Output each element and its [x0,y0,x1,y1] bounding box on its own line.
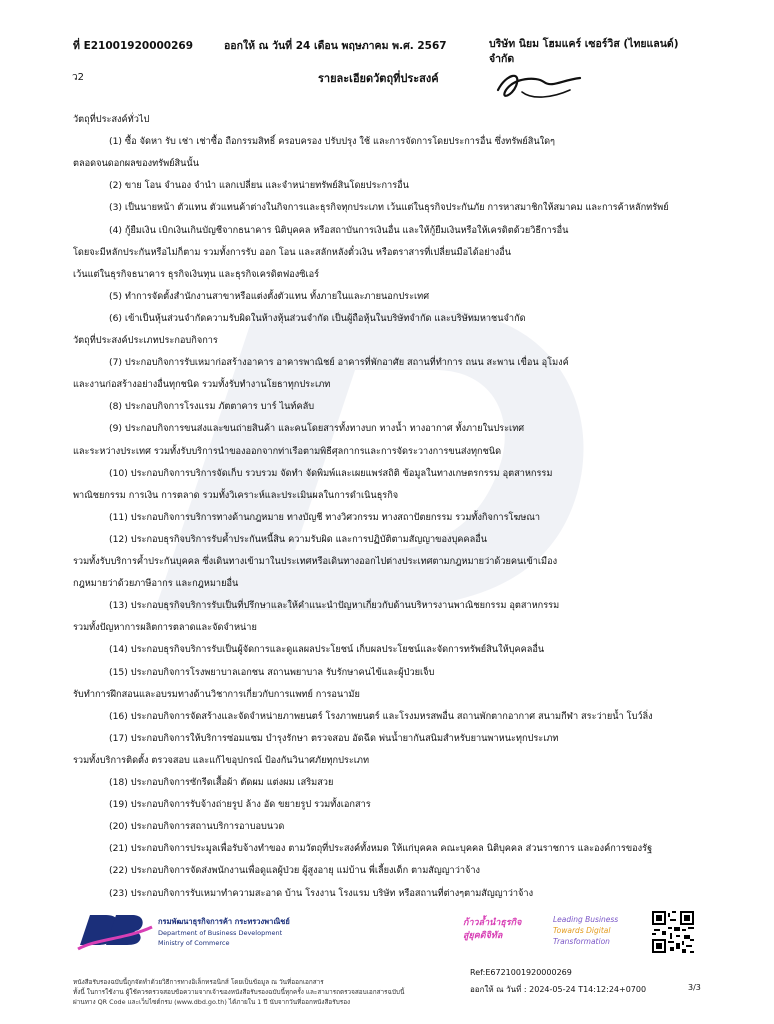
page-title: รายละเอียดวัตถุที่ประสงค์ [318,72,439,85]
objective-continuation: โดยจะมีหลักประกันหรือไม่ก็ตาม รวมทั้งการรับ ออก โอน และสลักหลังตั๋วเงิน หรือตราสารที่เปลี่ยนมือได้อย่างอื่น [73,246,512,258]
objective-continuation: และระหว่างประเทศ รวมทั้งรับบริการนำของออกจากท่าเรือตามพิธีศุลกากรและการจัดระวางการขนส่งทุกชนิด [73,445,502,457]
objective-continuation: กฎหมายว่าด้วยภาษีอากร และกฎหมายอื่น [73,578,239,590]
qr-code[interactable] [652,911,694,953]
reference-number: Ref:E67210019200002​69 [470,968,572,977]
objective-item: (15) ประกอบกิจการโรงพยาบาลเอกชน สถานพยาบาล รับรักษาคนไข้และผู้ป่วยเจ็บ [109,666,435,678]
objective-item: (20) ประกอบกิจการสถานบริการอาบอบนวด [109,821,285,833]
objective-continuation: รวมทั้งรับบริการค้ำประกันบุคคล ซึ่งเดินทางเข้ามาในประเทศหรือเดินทางออกไปต่างประเทศตามกฎหมายว่าด้วยคนเข้าเมือง [73,556,558,567]
signature-image [492,60,584,106]
page-number: 3/3 [688,983,701,992]
company-name-line2: จำกัด [489,53,515,65]
slogan-thai-line2: สู่ยุคดิจิทัล [463,931,503,941]
document-number: ที่ E21001920000269 [73,40,194,52]
issue-date: ออกให้ ณ วันที่ 24 เดือน พฤษภาคม พ.ศ. 2567 [224,40,447,52]
objective-item: (14) ประกอบธุรกิจบริการรับเป็นผู้จัดการและดูแลผลประโยชน์ เก็บผลประโยชน์และจัดการทรัพย์สินให้บุคคลอื่น [109,644,545,656]
footer-note-line3: ผ่านทาง QR Code และเว็บไซต์กรม (www.dbd.go.th) ได้ภายใน 1 ปี นับจากวันที่ออกหนังสือรับรอง [73,998,351,1006]
ministry-name-english: Ministry of Commerce [158,939,230,947]
objective-continuation: รวมทั้งปัญหาการผลิตการตลาดและจัดจำหน่าย [73,622,257,634]
section-heading: วัตถุที่ประสงค์ทั่วไป [73,114,150,125]
objective-item: (9) ประกอบกิจการขนส่งและขนถ่ายสินค้า และคนโดยสารทั้งทางบก ทางน้ำ ทางอากาศ ทั้งภายในประเทศ [109,423,525,435]
objective-item: (21) ประกอบกิจการประมูลเพื่อรับจ้างทำของ ตามวัตถุที่ประสงค์ทั้งหมด ให้แก่บุคคล คณะบุคคล นิติบุคคล ส่วนราชการ และองค์การของรัฐ [109,843,653,855]
objective-item: (11) ประกอบกิจการบริการทางด้านกฎหมาย ทางบัญชี ทางวิศวกรรม ทางสถาปัตยกรรม รวมทั้งกิจการโฆษณา [109,511,541,523]
objective-continuation: รับทำการฝึกสอนและอบรมทางด้านวิชาการเกี่ยวกับการแพทย์ การอนามัย [73,688,360,700]
issued-timestamp: ออกให้ ณ วันที่ : 2024-05-24 T14:12:24+0700 [470,985,647,994]
objective-item: (23) ประกอบกิจการรับเหมาทำความสะอาด บ้าน โรงงาน โรงแรม บริษัท หรือสถานที่ต่างๆตามสัญญาว่าจ้าง [109,887,534,899]
objective-item: (1) ซื้อ จัดหา รับ เช่า เช่าซื้อ ถือกรรมสิทธิ์ ครอบครอง ปรับปรุง ใช้ และการจัดการโดยประการอื่น ซึ่งทรัพย์สินใดๆ [109,136,555,148]
objective-continuation: และงานก่อสร้างอย่างอื่นทุกชนิด รวมทั้งรับทำงานโยธาทุกประเภท [73,379,331,391]
objective-continuation: รวมทั้งบริการติดตั้ง ตรวจสอบ และแก้ไขอุปกรณ์ ป้องกันวินาศภัยทุกประเภท [73,754,370,766]
objective-item: (10) ประกอบกิจการบริการจัดเก็บ รวบรวม จัดทำ จัดพิมพ์และเผยแพร่สถิติ ข้อมูลในทางเกษตรกรรม อุตสาหกรรม [109,467,553,479]
page-mark: ว2 [72,72,84,83]
objective-item: (7) ประกอบกิจการรับเหมาก่อสร้างอาคาร อาคารพาณิชย์ อาคารที่พักอาศัย สถานที่ทำการ ถนน สะพาน เขื่อน อุโมงค์ [109,357,569,369]
objective-item: (17) ประกอบกิจการให้บริการซ่อมแซม บำรุงรักษา ตรวจสอบ อัดฉีด พ่นน้ำยากันสนิมสำหรับยานพาหนะทุกประเภท [109,732,559,744]
objective-continuation: เว้นแต่ในธุรกิจธนาคาร ธุรกิจเงินทุน และธุรกิจเครดิตฟองซิเอร์ [73,268,320,280]
objective-item: (4) กู้ยืมเงิน เบิกเงินเกินบัญชีจากธนาคาร นิติบุคคล หรือสถาบันการเงินอื่น และให้กู้ยืมเงินหรือให้เครดิตด้วยวิธีการอื่น [109,224,569,236]
objective-item: (12) ประกอบธุรกิจบริการรับค้ำประกันหนี้สิน ความรับผิด และการปฏิบัติตามสัญญาของบุคคลอื่น [109,533,488,545]
section-heading: วัตถุที่ประสงค์ประเภทประกอบกิจการ [73,335,218,346]
slogan-english-line2: Towards Digital [553,926,611,935]
slogan-thai-line1: ก้าวล้ำนำธุรกิจ [463,918,522,928]
slogan-english [553,914,618,947]
slogan-english-line1: Leading Business [553,915,619,924]
objective-item: (5) ทำการจัดตั้งสำนักงานสาขาหรือแต่งตั้งตัวแทน ทั้งภายในและภายนอกประเทศ [109,290,430,302]
dbd-logo [76,909,154,951]
company-name-line1: บริษัท นิยม โฮมแคร์ เซอร์วิส (ไทยแลนด์) [489,38,679,50]
objective-item: (16) ประกอบกิจการจัดสร้างและจัดจำหน่ายภาพยนตร์ โรงภาพยนตร์ และโรงมหรสพอื่น สถานพักตากอากาศ สนามกีฬา สระว่ายน้ำ โบว์ลิ่ง [109,710,653,722]
objective-item: (8) ประกอบกิจการโรงแรม ภัตตาคาร บาร์ ไนท์คลับ [109,401,315,413]
footer-note-line2: ทั้งนี้ ในการใช้งาน ผู้ใช้ควรตรวจสอบข้อความจากเจ้าของหนังสือรับรองฉบับนี้ทุกครั้ง และสามารถตรวจสอบเอกสารฉบับนี้ [73,988,405,996]
objective-item: (13) ประกอบธุรกิจบริการรับเป็นที่ปรึกษาและให้คำแนะนำปัญหาเกี่ยวกับด้านบริหารงานพาณิชยกรรม อุตสาหกรรม [109,600,560,612]
objective-item: (2) ขาย โอน จำนอง จำนำ แลกเปลี่ยน และจำหน่ายทรัพย์สินโดยประการอื่น [109,180,409,192]
slogan-thai [463,917,521,943]
footer-note-line1: หนังสือรับรองฉบับนี้ถูกจัดทำด้วยวิธีการทางอิเล็กทรอนิกส์ โดยเป็นข้อมูล ณ วันที่ออกเอกสาร [73,978,324,986]
objective-item: (22) ประกอบกิจการจัดส่งพนักงานเพื่อดูแลผู้ป่วย ผู้สูงอายุ แม่บ้าน พี่เลี้ยงเด็ก ตามสัญญาว่าจ้าง [109,865,481,877]
objective-continuation: พาณิชยกรรม การเงิน การตลาด รวมทั้งวิเคราะห์และประเมินผลในการดำเนินธุรกิจ [73,489,399,501]
slogan-english-line3: Transformation [553,937,610,946]
objective-item: (6) เข้าเป็นหุ้นส่วนจำกัดความรับผิดในห้างหุ้นส่วนจำกัด เป็นผู้ถือหุ้นในบริษัทจำกัด และบริษัทมหาชนจำกัด [109,312,526,324]
objective-item: (3) เป็นนายหน้า ตัวแทน ตัวแทนค้าต่างในกิจการและธุรกิจทุกประเภท เว้นแต่ในธุรกิจประกันภัย การหาสมาชิกให้สมาคม และการค้าหลักทรัพย์ [109,202,669,214]
objective-item: (18) ประกอบกิจการซักรีดเสื้อผ้า ตัดผม แต่งผม เสริมสวย [109,777,334,788]
department-name-english: Department of Business Development [158,929,283,937]
objective-item: (19) ประกอบกิจการรับจ้างถ่ายรูป ล้าง อัด ขยายรูป รวมทั้งเอกสาร [109,799,371,811]
objective-continuation: ตลอดจนดอกผลของทรัพย์สินนั้น [73,158,199,170]
department-name-thai: กรมพัฒนาธุรกิจการค้า กระทรวงพาณิชย์ [158,917,290,926]
